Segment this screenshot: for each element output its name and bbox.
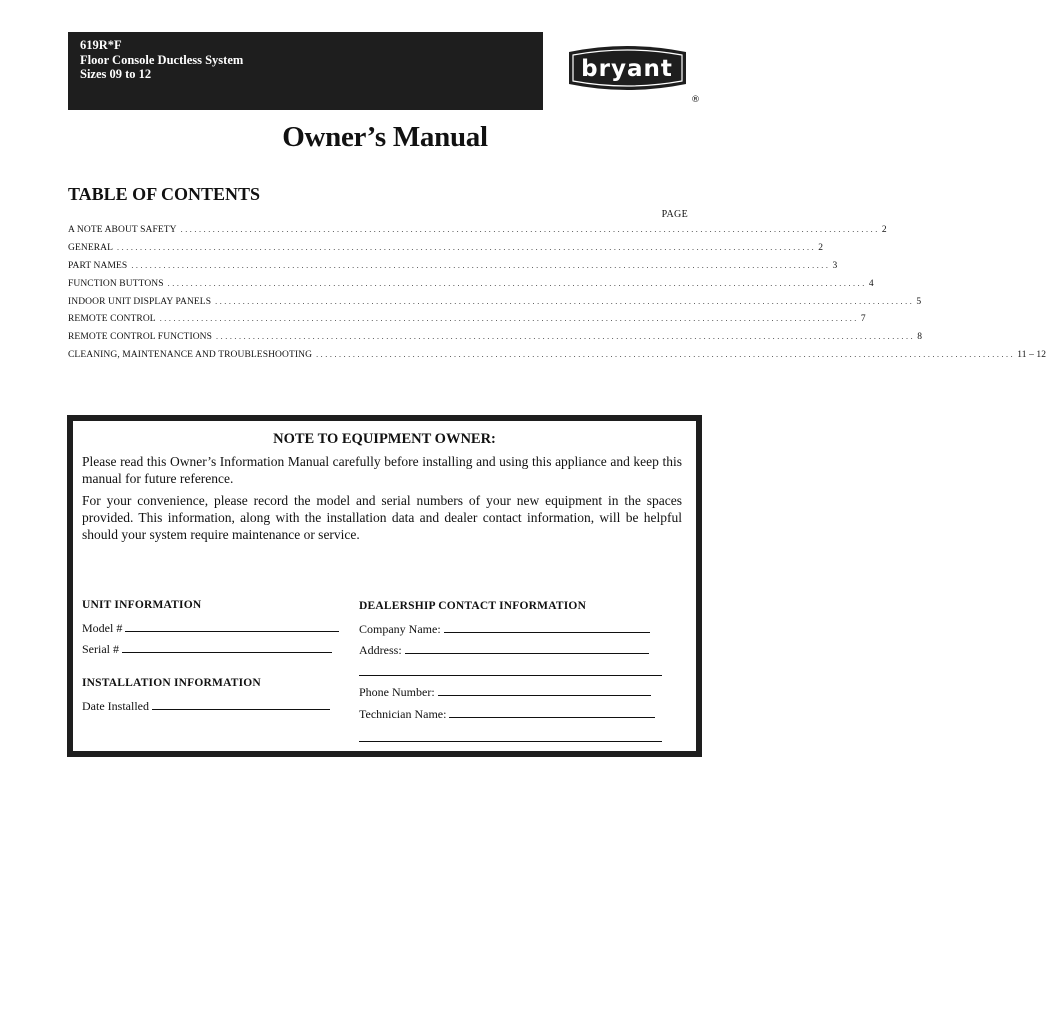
owner-note-box <box>67 415 702 757</box>
toc-entry[interactable]: INDOOR UNIT DISPLAY PANELS ........................................................................................................................................................ 5 <box>68 296 922 307</box>
date-installed-field[interactable] <box>82 699 330 714</box>
note-paragraph: Please read this Owner’s Information Manual carefully before installing and using this appliance and keep this manual for future reference. <box>82 454 682 486</box>
company-name-field[interactable] <box>359 622 650 637</box>
unit-info-heading: UNIT INFORMATION <box>82 599 202 611</box>
phone-number-blank[interactable] <box>438 685 651 696</box>
serial-label: Serial # <box>82 642 119 656</box>
toc-entry[interactable]: REMOTE CONTROL FUNCTIONS ........................................................................................................................................................ 8 <box>68 332 923 343</box>
model-field[interactable] <box>82 621 339 636</box>
installation-info-heading: INSTALLATION INFORMATION <box>82 677 261 689</box>
technician-name-field[interactable] <box>359 707 655 722</box>
owner-note-panel <box>73 421 696 751</box>
technician-line-2[interactable] <box>359 741 662 742</box>
note-paragraph: For your convenience, please record the model and serial numbers of your new equipment in the spaces provided. This information, along with the installation data and dealer contact information, will be helpful should your system require maintenance or service. <box>82 493 682 542</box>
note-title: NOTE TO EQUIPMENT OWNER: <box>273 431 496 447</box>
phone-number-field[interactable] <box>359 685 651 700</box>
date-installed-label: Date Installed <box>82 699 149 713</box>
technician-name-label: Technician Name: <box>359 707 447 721</box>
dealer-info-heading: DEALERSHIP CONTACT INFORMATION <box>359 600 587 612</box>
date-installed-blank[interactable] <box>152 699 330 710</box>
toc-heading: TABLE OF CONTENTS <box>68 184 261 204</box>
model-blank[interactable] <box>125 621 339 632</box>
phone-number-label: Phone Number: <box>359 685 435 699</box>
toc-entry[interactable]: REMOTE CONTROL ........................................................................................................................................................ 7 <box>68 314 866 325</box>
technician-name-blank[interactable] <box>449 707 655 718</box>
registered-mark: ® <box>691 95 700 105</box>
toc-entry[interactable]: CLEANING, MAINTENANCE AND TROUBLESHOOTING ........................................................................................................................................................ 11 – 12 <box>68 350 1046 361</box>
company-name-label: Company Name: <box>359 622 441 636</box>
toc-entry[interactable]: GENERAL ........................................................................................................................................................ 2 <box>68 242 824 253</box>
toc-entry[interactable]: PART NAMES ........................................................................................................................................................ 3 <box>68 260 838 271</box>
product-sizes: Sizes 09 to 12 <box>80 67 152 81</box>
model-number: 619R*F <box>80 38 122 52</box>
address-field[interactable] <box>359 643 649 658</box>
product-name: Floor Console Ductless System <box>80 52 244 67</box>
toc-entry[interactable]: FUNCTION BUTTONS ........................................................................................................................................................ 4 <box>68 278 874 289</box>
document-title: Owner’s Manual <box>282 121 488 153</box>
svg-text:bryant: bryant <box>581 56 673 82</box>
bryant-logo <box>565 42 690 94</box>
serial-field[interactable] <box>82 642 332 657</box>
header-bar <box>68 32 543 110</box>
address-blank[interactable] <box>405 643 649 654</box>
address-label: Address: <box>359 643 402 657</box>
serial-blank[interactable] <box>122 642 332 653</box>
toc-entry[interactable]: A NOTE ABOUT SAFETY ........................................................................................................................................................ 2 <box>68 225 887 235</box>
table-of-contents <box>68 225 1046 368</box>
toc-page-label: PAGE <box>661 209 688 220</box>
company-name-blank[interactable] <box>444 622 650 633</box>
address-line-2[interactable] <box>359 675 662 676</box>
model-label: Model # <box>82 621 123 635</box>
